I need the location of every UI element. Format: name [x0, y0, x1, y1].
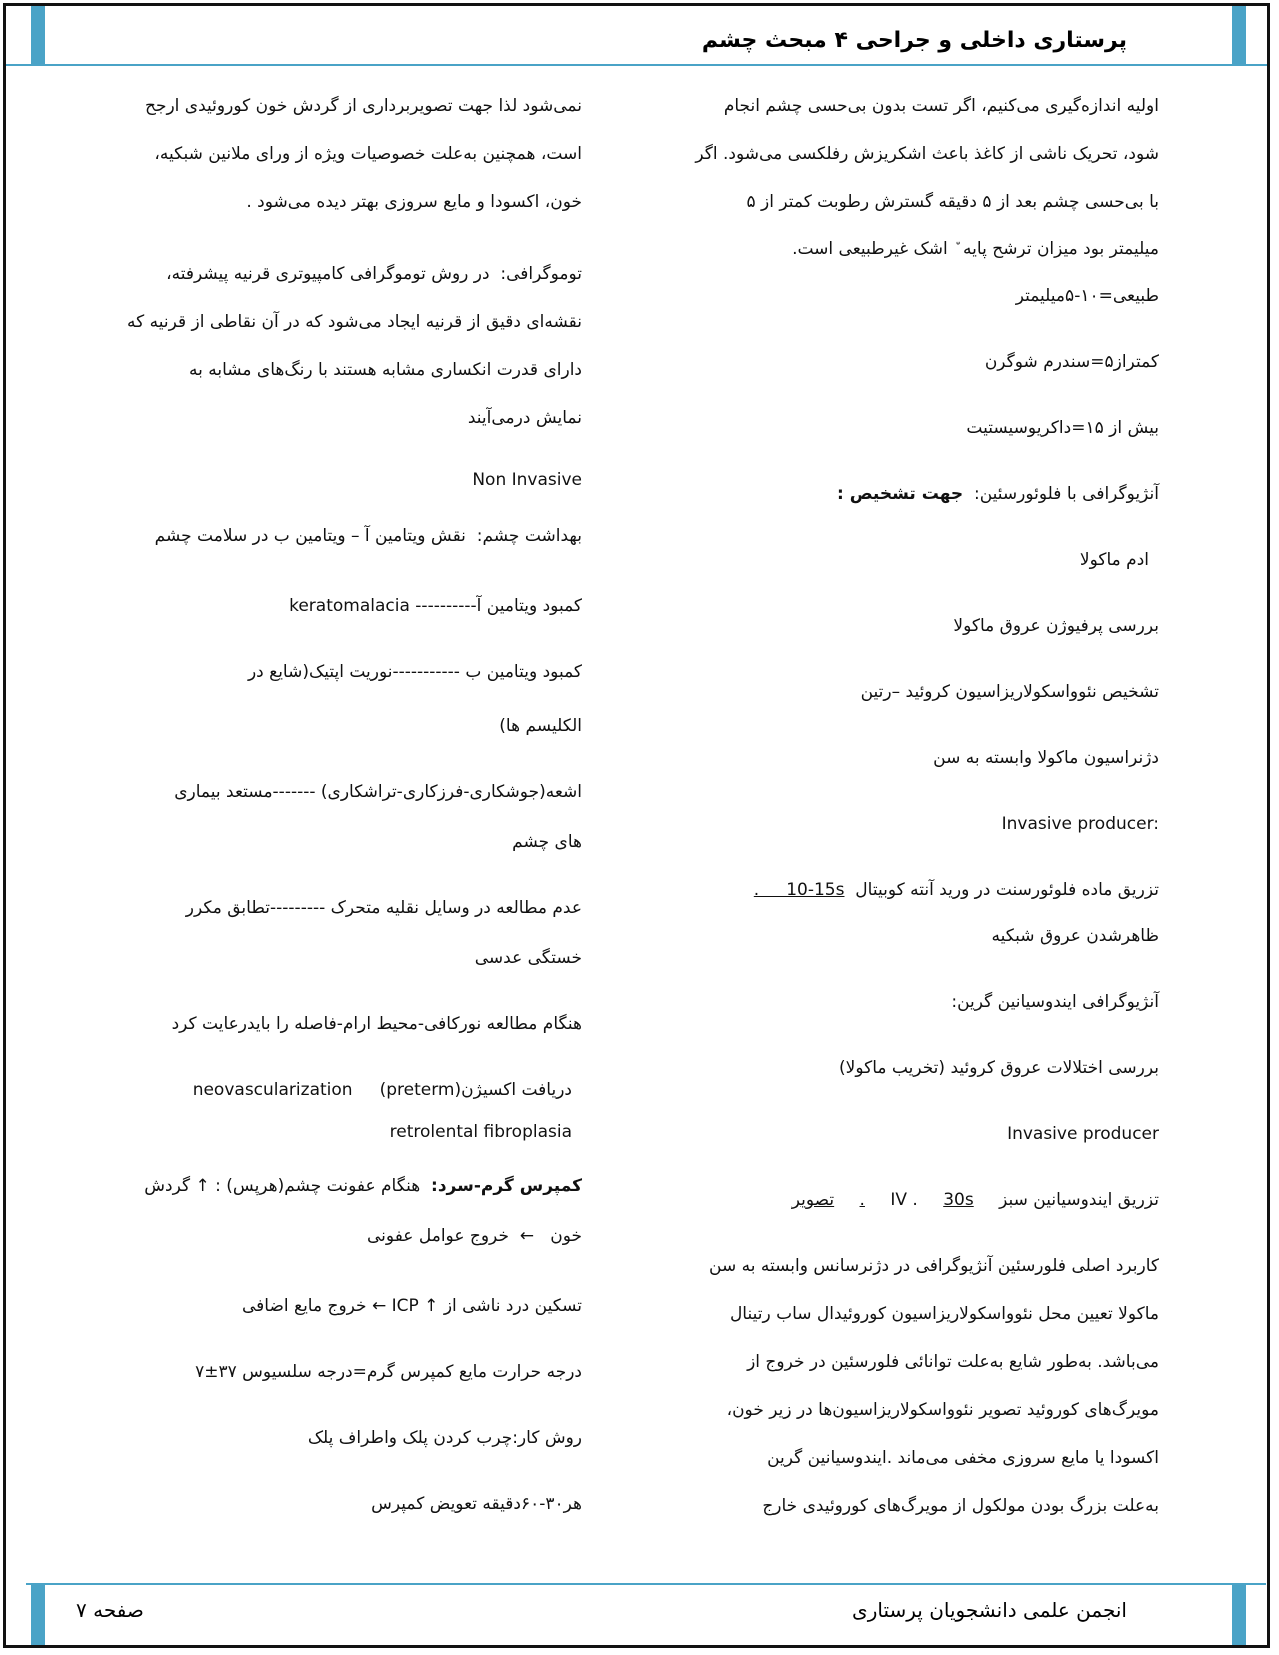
text-line: شود، تحریک ناشی از کاغذ باعث اشکریزش رفلکسی می‌شود. اگر — [695, 144, 1159, 164]
paragraph-line: نقشه‌ای دقیق از قرنیه ایجاد می‌شود که در آن نقاطی از قرنیه که — [127, 312, 582, 332]
text-segment: تزریق ماده فلوئورسنت در ورید آنته کوبیتال — [855, 880, 1159, 900]
text-line: دریافت اکسیژن(preterm) neovascularization — [192, 1080, 572, 1100]
heading-label: توموگرافی: — [500, 264, 582, 284]
paragraph-line: ماکولا تعیین محل نئوواسکولاریزاسیون کوروئیدال ساب رتینال — [729, 1304, 1159, 1324]
text-line: با بی‌حسی چشم بعد از ۵ دقیقه گسترش رطوبت کمتر از ۵ — [746, 192, 1159, 212]
list-item: دژنراسیون ماکولا وابسته به سن — [933, 748, 1159, 768]
heading-label: آنژیوگرافی با فلوئورسئین: — [974, 484, 1159, 504]
text-line: کمتراز۵=سندرم شوگرن — [984, 352, 1159, 372]
paragraph-line: است، همچنین به‌علت خصوصیات ویژه از ورای ملانین شبکیه، — [154, 144, 582, 164]
text-line: اولیه اندازه‌گیری می‌کنیم، اگر تست بدون بی‌حسی چشم انجام — [723, 96, 1159, 116]
text-line: هنگام مطالعه نورکافی-محیط ارام-فاصله را بایدرعایت کرد — [171, 1014, 582, 1034]
paragraph-line: خون، اکسودا و مایع سروزی بهتر دیده می‌شود . — [246, 192, 582, 212]
text-line: میلیمتر بود میزان ترشح پایه ٘ اشک غیرطبیعی است. — [792, 239, 1159, 259]
page-frame — [3, 3, 1270, 1648]
text-line: retrolental fibroplasia — [389, 1122, 572, 1142]
text-line: بیش از ۱۵=داکریوسیستیت — [966, 418, 1159, 438]
footer-right-bar — [1232, 1583, 1246, 1645]
text-line: Non Invasive — [472, 470, 582, 490]
text-line: خون ← خروج عوامل عفونی — [367, 1226, 582, 1246]
footer-association: انجمن علمی دانشجویان پرستاری — [852, 1598, 1127, 1622]
text-line: درجه حرارت مایع کمپرس گرم=درجه سلسیوس ۳۷±۷ — [195, 1362, 582, 1382]
section-heading — [166, 264, 582, 284]
underlined-value: 30s — [943, 1190, 974, 1210]
text-line: الکلیسم ها) — [499, 716, 582, 736]
text-line: Invasive producer: — [1001, 814, 1159, 834]
underlined-dot: . — [859, 1190, 865, 1210]
footer-page-number: صفحه ۷ — [76, 1598, 144, 1622]
text-segment: تزریق ایندوسیانین سبز IV . — [890, 1190, 1159, 1210]
text-segment: هنگام عفونت چشم(هرپس) : ↑ گردش — [144, 1176, 421, 1196]
text-segment: نقش ویتامین آ – ویتامین ب در سلامت چشم — [154, 526, 466, 546]
list-item: ادم ماکولا — [1079, 550, 1149, 570]
paragraph-line: دارای قدرت انکساری مشابه هستند با رنگ‌های مشابه به — [188, 360, 582, 380]
text-line: طبیعی=۱۰-۵میلیمتر — [1015, 286, 1159, 306]
section-heading — [837, 484, 1159, 504]
text-line: روش کار:چرب کردن پلک واطراف پلک — [307, 1428, 582, 1448]
text-line: عدم مطالعه در وسایل نقلیه متحرک ---------تطابق مکرر — [185, 898, 582, 918]
header-left-bar — [31, 6, 45, 64]
text-line: هر۳۰-۶۰دقیقه تعویض کمپرس — [371, 1494, 582, 1514]
heading-label: بهداشت چشم: — [476, 526, 582, 546]
paragraph-line: نمی‌شود لذا جهت تصویربرداری از گردش خون کوروئیدی ارجح — [144, 96, 582, 116]
paragraph-line: اکسودا یا مایع سروزی مخفی می‌ماند .ایندوسیانین گرین — [767, 1448, 1159, 1468]
right-column — [639, 6, 1159, 1576]
text-line: خستگی عدسی — [474, 948, 582, 968]
section-heading: آنژیوگرافی ایندوسیانین گرین: — [951, 992, 1159, 1012]
heading-label: کمپرس گرم-سرد: — [431, 1176, 582, 1196]
header-title: پرستاری داخلی و جراحی ۴ مبحث چشم — [701, 28, 1127, 53]
heading-emphasis: جهت تشخیص : — [837, 484, 964, 504]
text-line: های چشم — [512, 832, 582, 852]
text-line — [754, 880, 1159, 900]
header-right-bar — [1232, 6, 1246, 64]
paragraph-line: می‌باشد. به‌طور شایع به‌علت توانائی فلورسئین در خروج از — [747, 1352, 1159, 1372]
text-line: تسکین درد ناشی از ↑ ICP ← خروج مایع اضافی — [241, 1296, 582, 1316]
text-line: کمبود ویتامین آ---------- keratomalacia — [289, 596, 582, 616]
text-line — [792, 1190, 1159, 1210]
section-heading — [144, 1176, 582, 1196]
paragraph-line: به‌علت بزرگ بودن مولکول از مویرگ‌های کوروئیدی خارج — [762, 1496, 1159, 1516]
text-line: کمبود ویتامین ب -----------نوریت اپتیک(شایع در — [247, 662, 582, 682]
paragraph-line: نمایش درمی‌آیند — [467, 408, 582, 428]
section-heading — [155, 526, 582, 546]
paragraph-line: مویرگ‌های کوروئید تصویر نئوواسکولاریزاسیون‌ها در زیر خون، — [726, 1400, 1159, 1420]
text-line: Invasive producer — [1007, 1124, 1159, 1144]
list-item: بررسی پرفیوژن عروق ماکولا — [953, 616, 1159, 636]
list-item: تشخیص نئوواسکولاریزاسیون کروئید –رتین — [860, 682, 1159, 702]
paragraph-line: کاربرد اصلی فلورسئین آنژیوگرافی در دژنرسانس وابسته به سن — [709, 1256, 1159, 1276]
underlined-word: تصویر — [791, 1190, 835, 1210]
footer-rule — [26, 1583, 1266, 1585]
underlined-value: . 10-15s — [753, 880, 845, 900]
left-column — [72, 6, 582, 1576]
list-item: بررسی اختلالات عروق کروئید (تخریب ماکولا) — [839, 1058, 1159, 1078]
footer-left-bar — [31, 1583, 45, 1645]
text-segment: در روش توموگرافی کامپیوتری قرنیه پیشرفته، — [166, 264, 490, 284]
text-line: اشعه(جوشکاری-فرزکاری-تراشکاری) -------مستعد بیماری — [174, 782, 582, 802]
text-line: ظاهرشدن عروق شبکیه — [991, 926, 1159, 946]
